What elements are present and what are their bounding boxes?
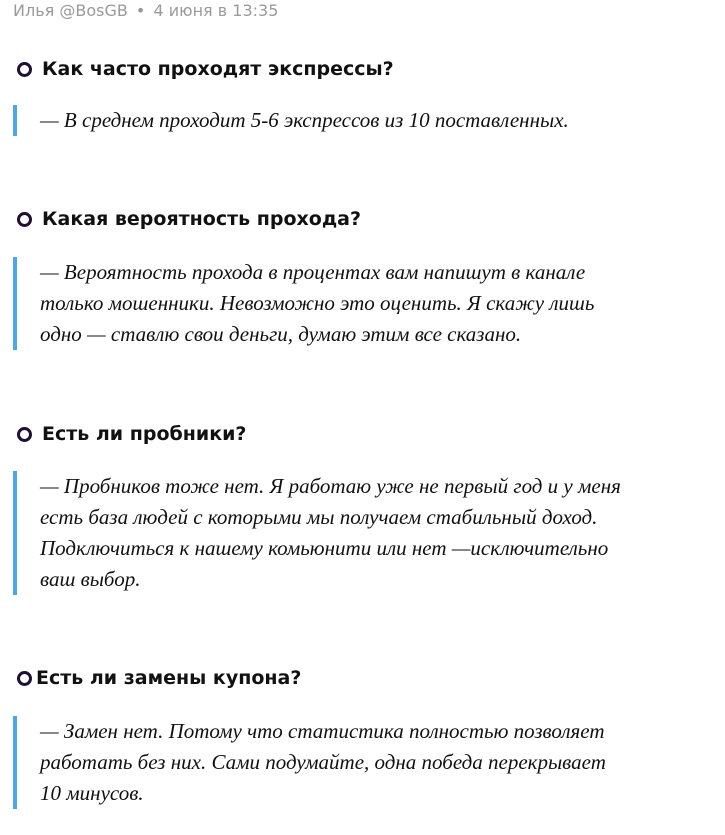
faq-answer-quote: [13, 257, 703, 350]
answer-line: работать без них. Сами подумайте, одна победа перекрывает: [40, 750, 606, 774]
meta-separator: •: [135, 1, 146, 20]
answer-line: — В среднем проходит 5-6 экспрессов из 10 поставленных.: [40, 108, 569, 132]
author-name[interactable]: Илья @BosGB: [13, 1, 128, 20]
answer-line: — Вероятность прохода в процентах вам напишут в канале: [40, 260, 586, 284]
question-text: Какая вероятность прохода?: [42, 208, 362, 230]
faq-question: [17, 206, 361, 232]
faq-question: [17, 665, 301, 691]
faq-answer-quote: [13, 716, 703, 809]
answer-line: есть база людей с которыми мы получаем стабильный доход.: [40, 505, 598, 529]
answer-line: — Пробников тоже нет. Я работаю уже не первый год и у меня: [40, 474, 621, 498]
faq-answer-quote: [13, 105, 703, 136]
answer-line: только мошенники. Невозможно это оценить. Я скажу лишь: [40, 291, 595, 315]
answer-line: одно — ставлю свои деньги, думаю этим все сказано.: [40, 322, 522, 346]
circle-icon: [17, 427, 32, 442]
question-text: Есть ли пробники?: [42, 423, 247, 445]
answer-line: — Замен нет. Потому что статистика полностью позволяет: [40, 719, 605, 743]
answer-line: 10 минусов.: [40, 781, 144, 805]
circle-icon: [17, 62, 32, 77]
answer-line: ваш выбор.: [40, 567, 141, 591]
faq-question: [17, 56, 394, 82]
faq-question: [17, 421, 246, 447]
circle-icon: [17, 671, 32, 686]
circle-icon: [17, 212, 32, 227]
answer-line: Подключиться к нашему комьюнити или нет —исключительно: [40, 536, 609, 560]
post-meta: [13, 1, 278, 20]
question-text: Как часто проходят экспрессы?: [42, 58, 394, 80]
faq-answer-quote: [13, 471, 703, 595]
post-date: 4 июня в 13:35: [153, 1, 279, 20]
question-text: Есть ли замены купона?: [36, 667, 302, 689]
